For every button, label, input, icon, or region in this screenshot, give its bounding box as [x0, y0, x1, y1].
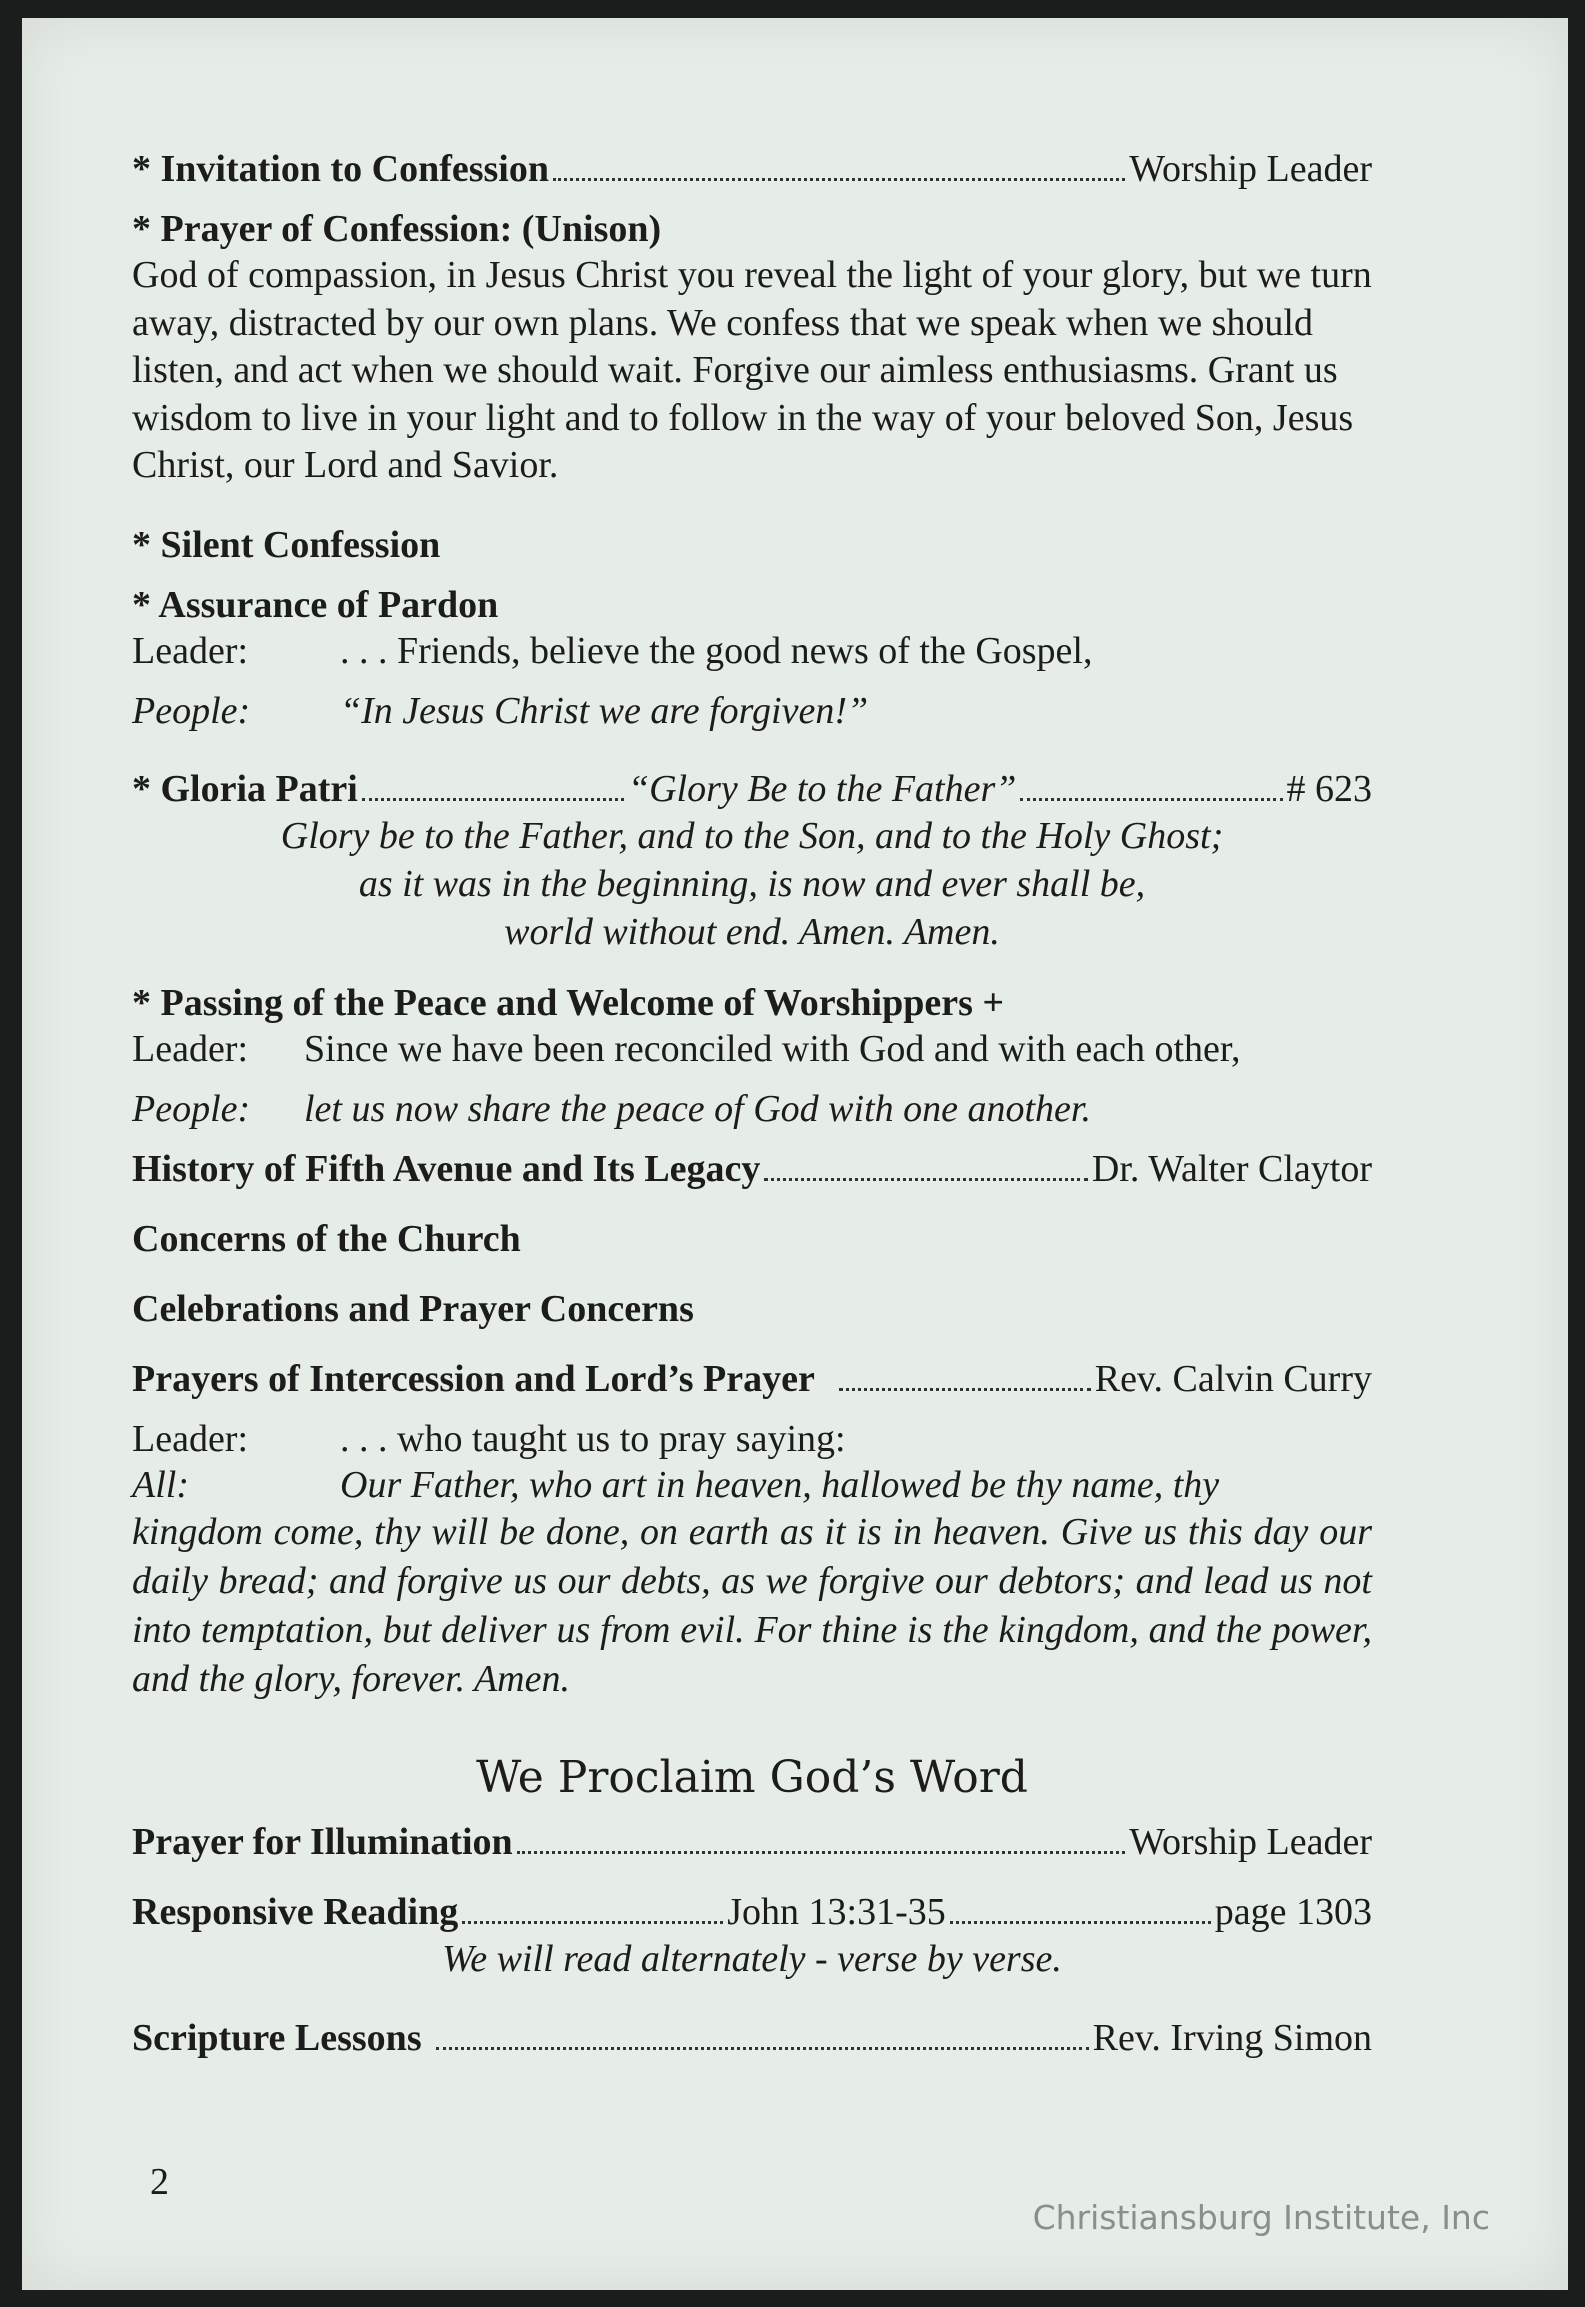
concerns-title: Concerns of the Church [132, 1217, 521, 1260]
responsive-page: page 1303 [1214, 1890, 1373, 1933]
history-row [132, 1146, 1372, 1192]
gloria-hymn: “Glory Be to the Father” [627, 767, 1017, 810]
gloria-row [132, 766, 1372, 812]
people-label: People: [132, 689, 251, 732]
silent-confession-title: * Silent Confession [132, 523, 441, 566]
responsive-title: Responsive Reading [132, 1890, 459, 1933]
scripture-title: Scripture Lessons [132, 2016, 422, 2059]
dot-leader [462, 1921, 723, 1924]
people-label: People: [132, 1087, 251, 1130]
history-title: History of Fifth Avenue and Its Legacy [132, 1147, 761, 1190]
prayer-of-confession-text: God of compassion, in Jesus Christ you reveal the light of your glory, but we turn away, distracted by our own plans. We confess that we speak when we should listen, and act when we should wait. Forgive our aimless enthusiasms. Grant us wisdom to live in your light and to follow in the way of your beloved Son, Jesus Christ, our Lord and Savior. [132, 254, 1372, 486]
order-of-worship [132, 146, 1372, 2061]
celebrations-title: Celebrations and Prayer Concerns [132, 1287, 694, 1330]
leader-label: Leader: [132, 629, 249, 672]
leader-label: Leader: [132, 1027, 249, 1070]
all-label: All: [132, 1463, 189, 1506]
peace-people-row [132, 1086, 1372, 1132]
lords-prayer-first-line: Our Father, who art in heaven, hallowed be thy name, thy [340, 1463, 1220, 1506]
assurance-people-text: “In Jesus Christ we are forgiven!” [340, 689, 869, 732]
invitation-title: * Invitation to Confession [132, 148, 549, 190]
intercession-row [132, 1356, 1372, 1402]
peace-leader-text: Since we have been reconciled with God and with each other, [304, 1027, 1241, 1070]
lords-prayer-first-row [132, 1462, 1372, 1508]
gloria-title: * Gloria Patri [132, 767, 358, 810]
dot-leader [517, 1851, 1126, 1854]
dot-leader [764, 1178, 1087, 1181]
responsive-reference: John 13:31-35 [727, 1890, 946, 1933]
scripture-row [132, 2015, 1372, 2061]
history-leader: Dr. Walter Claytor [1091, 1147, 1372, 1190]
illumination-title: Prayer for Illumination [132, 1820, 513, 1863]
invitation-leader: Worship Leader [1129, 148, 1372, 190]
lords-prayer-text: kingdom come, thy will be done, on earth as it is in heaven. Give us this day our daily bread; and forgive us our debts, as we forgive our debtors; and lead us not into temptation, but deliver us from evil. For thine is the kingdom, and the power, and the glory, forever. Amen. [132, 1510, 1372, 1700]
watermark: Christiansburg Institute, Inc [1032, 2198, 1490, 2237]
responsive-row [132, 1889, 1372, 1935]
dot-leader [362, 798, 624, 801]
peace-leader-row [132, 1026, 1372, 1072]
illumination-row [132, 1819, 1372, 1865]
gloria-line: world without end. Amen. Amen. [504, 910, 1000, 953]
leader-label: Leader: [132, 1417, 249, 1460]
peace-people-text: let us now share the peace of God with one another. [304, 1087, 1091, 1130]
dot-leader [839, 1388, 1091, 1391]
gloria-number: # 623 [1286, 767, 1372, 810]
assurance-title: * Assurance of Pardon [132, 583, 499, 626]
prayer-of-confession-title: * Prayer of Confession: (Unison) [132, 208, 662, 250]
dot-leader [553, 178, 1125, 181]
intercession-leader-text: . . . who taught us to pray saying: [340, 1417, 846, 1460]
dot-leader [1020, 798, 1282, 801]
section-heading: We Proclaim God’s Word [476, 1751, 1028, 1803]
gloria-line: Glory be to the Father, and to the Son, and to the Holy Ghost; [280, 814, 1224, 857]
dot-leader [950, 1921, 1211, 1924]
dot-leader [436, 2047, 1089, 2050]
assurance-leader-text: . . . Friends, believe the good news of the Gospel, [340, 629, 1093, 672]
gloria-text [132, 812, 1372, 956]
page-number: 2 [150, 2161, 169, 2203]
scripture-leader: Rev. Irving Simon [1092, 2016, 1372, 2059]
illumination-leader: Worship Leader [1129, 1820, 1372, 1863]
intercession-leader-row [132, 1416, 1372, 1462]
intercession-leader: Rev. Calvin Curry [1094, 1357, 1372, 1400]
bulletin-page [22, 18, 1568, 2290]
gloria-line: as it was in the beginning, is now and ever shall be, [358, 862, 1146, 905]
responsive-note: We will read alternately - verse by verse. [442, 1937, 1062, 1980]
intercession-title: Prayers of Intercession and Lord’s Prayer [132, 1357, 815, 1400]
assurance-people-row [132, 688, 1372, 734]
assurance-leader-row [132, 628, 1372, 674]
invitation-row [132, 146, 1372, 192]
peace-title: * Passing of the Peace and Welcome of Worshippers + [132, 981, 1005, 1024]
